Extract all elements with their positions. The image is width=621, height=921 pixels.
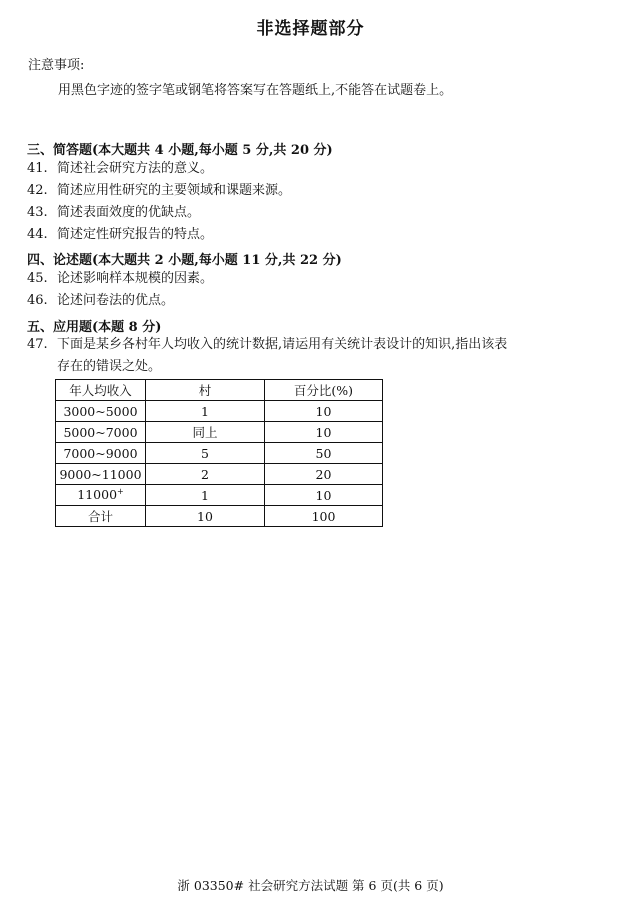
table-cell: 20 (265, 464, 383, 485)
table-header-cell: 百分比(%) (265, 380, 383, 401)
table-row (56, 422, 383, 443)
table-cell: 11000+ (56, 485, 146, 506)
table-cell: 1 (146, 485, 265, 506)
table-cell: 7000~9000 (56, 443, 146, 464)
table-cell: 2 (146, 464, 265, 485)
table-header-cell: 年人均收入 (56, 380, 146, 401)
section-essay: 四、论述题(本大题共 2 小题,每小题 11 分,共 22 分) (27, 253, 342, 268)
table-cell: 合计 (56, 506, 146, 527)
question-44: 44. 简述定性研究报告的特点。 (27, 227, 214, 242)
table-total-row (56, 506, 383, 527)
question-43: 43. 简述表面效度的优缺点。 (27, 205, 201, 220)
table-cell: 5000~7000 (56, 422, 146, 443)
table-cell: 10 (146, 506, 265, 527)
table-cell: 3000~5000 (56, 401, 146, 422)
table-row (56, 464, 383, 485)
question-42: 42. 简述应用性研究的主要领域和课题来源。 (27, 183, 292, 198)
notice-body: 用黑色字迹的签字笔或钢笔将答案写在答题纸上,不能答在试题卷上。 (58, 83, 453, 98)
table-cell: 1 (146, 401, 265, 422)
question-45: 45. 论述影响样本规模的因素。 (27, 271, 214, 286)
table-cell: 100 (265, 506, 383, 527)
question-41: 41. 简述社会研究方法的意义。 (27, 161, 214, 176)
table-cell: 5 (146, 443, 265, 464)
income-stats-table (55, 379, 383, 527)
notice-heading: 注意事项: (28, 58, 85, 73)
table-header-row (56, 380, 383, 401)
question-47: 47. 下面是某乡各村年人均收入的统计数据,请运用有关统计表设计的知识,指出该表 存在的错误之处。 (27, 337, 508, 374)
table-cell: 50 (265, 443, 383, 464)
table-cell: 10 (265, 401, 383, 422)
table-cell: 10 (265, 485, 383, 506)
section-short-answer: 三、简答题(本大题共 4 小题,每小题 5 分,共 20 分) (27, 143, 333, 158)
table-cell: 同上 (146, 422, 265, 443)
section-application: 五、应用题(本题 8 分) (27, 320, 162, 335)
table-cell: 9000~11000 (56, 464, 146, 485)
superscript-plus: + (117, 487, 124, 497)
table-header-cell: 村 (146, 380, 265, 401)
table-row (56, 485, 383, 506)
table-row (56, 443, 383, 464)
page-footer: 浙 03350# 社会研究方法试题 第 6 页(共 6 页) (177, 878, 444, 893)
page-title: 非选择题部分 (256, 19, 365, 39)
table-cell: 10 (265, 422, 383, 443)
question-46: 46. 论述问卷法的优点。 (27, 293, 175, 308)
table-row (56, 401, 383, 422)
